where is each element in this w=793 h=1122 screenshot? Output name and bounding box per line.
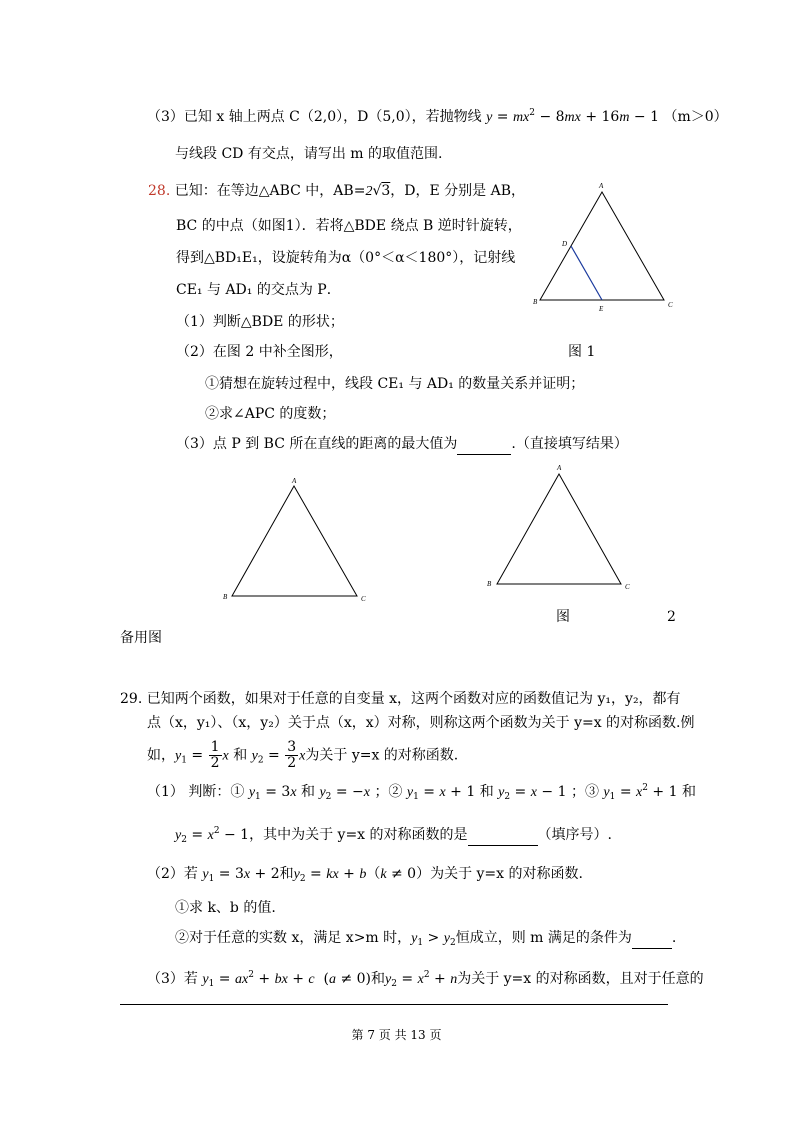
q28-part2: （2）在图 2 中补全图形， [176, 344, 343, 360]
triangle-abc-spare [232, 486, 357, 596]
q28-sub1: ①猜想在旋转过程中，线段 CE₁ 与 AD₁ 的数量关系并证明； [205, 376, 585, 392]
q28-line1: 28. 已知：在等边△ABC 中，AB=2√3，D，E 分别是 AB， [148, 183, 526, 199]
q28-sub2: ②求∠APC 的度数； [205, 406, 336, 422]
q27-part3-line2: 与线段 CD 有交点，请写出 m 的取值范围. [175, 146, 443, 162]
q28-part1: （1）判断△BDE 的形状； [176, 314, 344, 330]
q29-part1-line2: $y_2 = x^2 - 1$，其中为关于 y=x 的对称函数的是 （填序号）. [175, 826, 612, 845]
q28-number: 28. [148, 183, 171, 199]
label-d: D [562, 240, 568, 248]
q29-line1: 29. 已知两个函数，如果对于任意的自变量 x，这两个函数对应的函数值记为 y₁，y₂，都有 [120, 691, 681, 707]
svg-text:B: B [223, 593, 228, 601]
figure-2-triangle [484, 462, 634, 594]
q29-line3: 如，$y_1$ = $\frac{1}{2}$ x 和 $y_2$ = $\frac{3}{2}$ x为关于 y=x 的对称函数. [147, 739, 459, 771]
label-e: E [599, 305, 604, 313]
q29-line2: 点（x，y₁）、（x，y₂）关于点（x，x）对称，则称这两个函数为关于 y=x 的对称函数.例 [147, 715, 695, 731]
answer-blank-29-2 [632, 928, 672, 949]
q29-part3: （3）若 $y_1 = ax^2$ + bx + c (a ≠ 0)和$y_2 = x^2 + n$为关于 y=x 的对称函数，且对于任意的 [147, 970, 704, 989]
answer-blank-29-1 [468, 825, 538, 846]
svg-text:A: A [557, 464, 562, 472]
figure-1-triangle [532, 180, 677, 315]
footer-rule [120, 1004, 668, 1005]
q29-part2-sub2: ②对于任意的实数 x，满足 x>m 时，$y_1 > y_2$恒成立，则 m 满足的条件为 . [175, 930, 677, 948]
q29-part1-line1: （1） 判断：① $y_1 = 3x$ 和 $y_2 = -x$ ；② $y_1 = x + 1$ 和 $y_2 = x - 1$ ；③ $y_1 = x^2 + 1$ 和 [147, 783, 696, 802]
triangle-abc [540, 192, 664, 300]
q28-part3: （3）点 P 到 BC 所在直线的距离的最大值为 .（直接填写结果） [176, 434, 628, 455]
q28-line2: BC 的中点（如图1）．若将△BDE 绕点 B 逆时针旋转， [176, 218, 522, 234]
q28-line3: 得到△BD₁E₁，设旋转角为α（0°＜α＜180°），记射线 [176, 250, 516, 266]
label-b: B [533, 298, 538, 306]
triangle-abc-fig2 [497, 474, 621, 584]
segment-de [571, 246, 602, 300]
q27-part3-line1: （3）已知 x 轴上两点 C（2,0），D（5,0），若抛物线 $y = mx^2 - 8mx + 16m - 1$ （m＞0） [147, 108, 728, 125]
svg-text:C: C [361, 595, 366, 603]
svg-text:A: A [292, 477, 297, 485]
svg-text:B: B [487, 580, 492, 588]
q28-line4: CE₁ 与 AD₁ 的交点为 P． [176, 282, 341, 298]
label-a: A [599, 182, 604, 190]
q29-part2: （2）若 $y_1 = 3x + 2$和$y_2$ = kx + b（k ≠ 0）为关于 y=x 的对称函数. [147, 866, 583, 884]
fig2-caption: 图 [556, 609, 570, 625]
parabola-formula: y [486, 110, 493, 125]
spare-figure-triangle [222, 474, 372, 606]
answer-blank [457, 434, 511, 455]
spare-figure-caption: 备用图 [120, 630, 162, 646]
fig1-caption: 图 1 [568, 344, 596, 360]
svg-text:C: C [625, 583, 630, 591]
page-footer: 第 7 页 共 13 页 [351, 1028, 442, 1042]
q29-part2-sub1: ①求 k、b 的值. [175, 900, 276, 916]
label-c: C [668, 301, 673, 309]
fig2-caption-number: 2 [667, 609, 676, 625]
